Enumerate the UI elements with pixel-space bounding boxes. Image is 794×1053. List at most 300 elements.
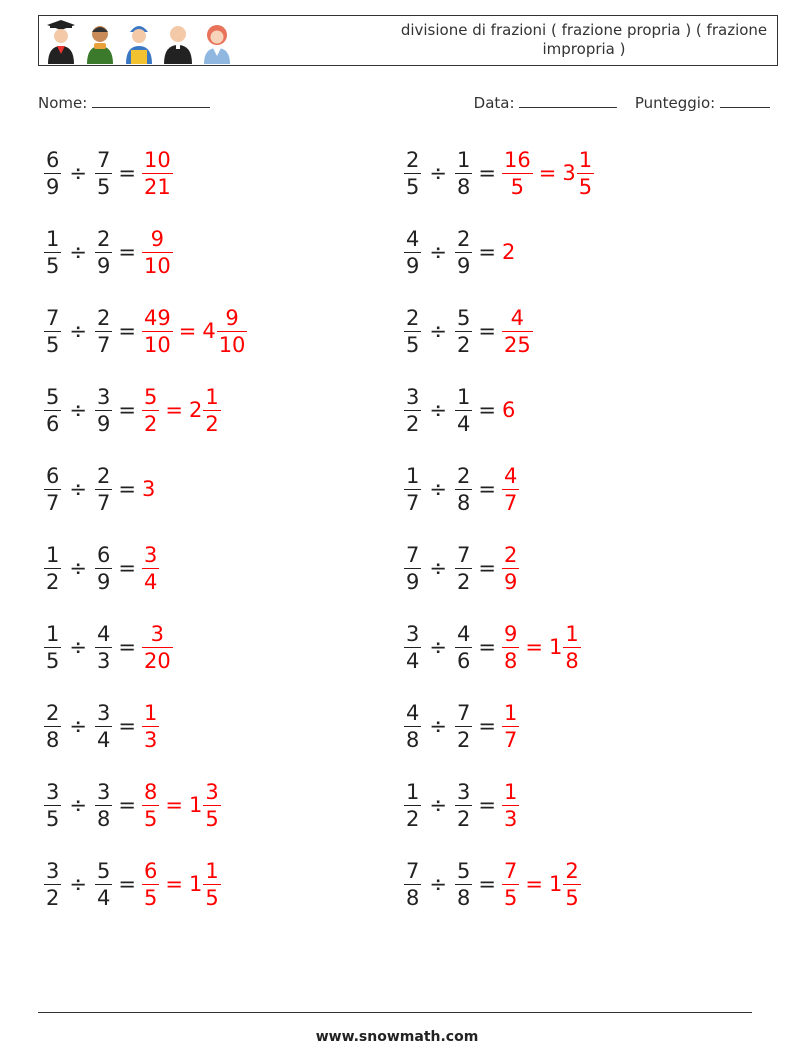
fraction-bar (502, 331, 533, 332)
fraction (502, 464, 519, 515)
numerator: 1 (578, 147, 593, 172)
problem-item (44, 533, 159, 603)
fraction-bar (203, 805, 220, 806)
numerator: 2 (456, 226, 471, 251)
answer (142, 306, 247, 357)
fraction-bar (455, 410, 472, 411)
fraction (44, 227, 61, 278)
answer (502, 780, 519, 831)
fraction-bar (404, 568, 421, 569)
numerator: 1 (503, 779, 518, 804)
numerator: 4 (503, 463, 518, 488)
mixed-whole: 3 (562, 161, 576, 185)
equals-sign: = (525, 872, 543, 896)
answer (142, 148, 173, 199)
numerator: 4 (406, 700, 420, 725)
numerator: 5 (143, 384, 158, 409)
denominator: 5 (46, 253, 60, 278)
fraction (455, 148, 472, 199)
denominator: 5 (565, 885, 579, 910)
problem-item (404, 138, 594, 208)
fraction (142, 859, 159, 910)
denominator: 8 (96, 806, 111, 831)
equals-sign: = (478, 319, 496, 343)
fraction-bar (95, 568, 112, 569)
equals-sign: = (118, 556, 136, 580)
numerator: 7 (96, 147, 111, 172)
answer (502, 543, 519, 594)
fraction (95, 701, 112, 752)
numerator: 1 (406, 463, 420, 488)
fraction (455, 543, 472, 594)
numerator: 3 (46, 779, 60, 804)
worksheet-title: divisione di frazioni ( frazione propria ) ( frazione impropria ) (400, 21, 768, 58)
denominator: 8 (565, 648, 579, 673)
fraction (142, 622, 173, 673)
equals-sign: = (118, 161, 136, 185)
divide-sign: ÷ (69, 635, 87, 659)
numerator: 2 (456, 463, 471, 488)
denominator: 9 (96, 253, 111, 278)
denominator: 10 (143, 253, 171, 278)
numerator: 7 (46, 305, 60, 330)
divide-sign: ÷ (69, 161, 87, 185)
fraction (455, 385, 472, 436)
fraction (44, 543, 61, 594)
numerator: 1 (46, 226, 60, 251)
answer (502, 701, 519, 752)
fraction (44, 780, 61, 831)
denominator: 6 (46, 411, 60, 436)
fraction-bar (95, 726, 112, 727)
numerator: 3 (96, 384, 111, 409)
fraction (95, 780, 112, 831)
numerator: 4 (96, 621, 111, 646)
problem-item (44, 849, 221, 919)
numerator: 2 (406, 147, 420, 172)
fraction (95, 148, 112, 199)
numerator: 6 (46, 463, 60, 488)
fraction (404, 148, 421, 199)
fraction-bar (142, 252, 173, 253)
fraction-bar (455, 805, 472, 806)
fraction (44, 385, 61, 436)
date-label: Data: (473, 94, 515, 112)
graduate-avatar-icon (45, 20, 77, 64)
fraction-bar (95, 647, 112, 648)
fraction-bar (502, 568, 519, 569)
denominator: 3 (503, 806, 518, 831)
date-score-fields (474, 93, 770, 112)
numerator: 3 (96, 779, 111, 804)
numerator: 6 (143, 858, 158, 883)
numerator: 7 (406, 858, 420, 883)
denominator: 2 (456, 806, 471, 831)
denominator: 4 (456, 411, 471, 436)
fraction-bar (142, 331, 173, 332)
divide-sign: ÷ (429, 161, 447, 185)
fraction (455, 464, 472, 515)
problem-item (404, 612, 581, 682)
woman-avatar-icon (201, 20, 233, 64)
numerator: 9 (150, 226, 165, 251)
equals-sign: = (118, 793, 136, 817)
fraction-bar (455, 173, 472, 174)
denominator: 9 (406, 569, 420, 594)
denominator: 8 (456, 174, 471, 199)
mixed-whole: 1 (188, 793, 203, 817)
avatar-strip (45, 18, 233, 64)
numerator: 1 (205, 858, 219, 883)
fraction (142, 543, 159, 594)
denominator: 2 (456, 332, 471, 357)
numerator: 4 (456, 621, 471, 646)
fraction-bar (142, 726, 159, 727)
numerator: 7 (406, 542, 420, 567)
date-blank[interactable] (519, 93, 617, 108)
equals-sign: = (118, 319, 136, 343)
fraction-bar (404, 173, 421, 174)
fraction-bar (95, 805, 112, 806)
denominator: 5 (510, 174, 525, 199)
answer (142, 859, 221, 910)
denominator: 7 (96, 490, 111, 515)
fraction-bar (142, 884, 159, 885)
fraction-bar (44, 647, 61, 648)
fraction (455, 780, 472, 831)
numerator: 7 (503, 858, 518, 883)
fraction-bar (44, 568, 61, 569)
denominator: 5 (46, 648, 60, 673)
divide-sign: ÷ (69, 714, 87, 738)
denominator: 8 (503, 648, 518, 673)
answer (142, 477, 155, 501)
info-fields (38, 93, 770, 115)
fraction (142, 780, 159, 831)
numerator: 5 (456, 305, 471, 330)
denominator: 5 (46, 806, 60, 831)
fraction (502, 859, 519, 910)
numerator: 3 (406, 621, 420, 646)
fraction (455, 859, 472, 910)
fraction-bar (142, 805, 159, 806)
denominator: 7 (406, 490, 420, 515)
numerator: 8 (143, 779, 158, 804)
denominator: 8 (456, 885, 471, 910)
numerator: 1 (456, 384, 471, 409)
fraction-bar (455, 647, 472, 648)
fraction-bar (95, 489, 112, 490)
fraction (95, 227, 112, 278)
denominator: 4 (143, 569, 158, 594)
fraction-bar (404, 410, 421, 411)
fraction-bar (455, 884, 472, 885)
fraction-bar (95, 410, 112, 411)
equals-sign: = (165, 793, 183, 817)
denominator: 2 (456, 727, 471, 752)
answer (142, 385, 221, 436)
fraction-bar (577, 173, 594, 174)
denominator: 5 (503, 885, 518, 910)
fraction-bar (455, 252, 472, 253)
denominator: 6 (456, 648, 471, 673)
fraction-bar (44, 410, 61, 411)
equals-sign: = (478, 161, 496, 185)
fraction-bar (404, 805, 421, 806)
fraction-bar (455, 568, 472, 569)
fraction-bar (95, 331, 112, 332)
equals-sign: = (118, 714, 136, 738)
numerator: 7 (456, 700, 471, 725)
denominator: 9 (96, 569, 111, 594)
fraction (404, 306, 421, 357)
numerator: 1 (205, 384, 219, 409)
numerator: 3 (96, 700, 111, 725)
priest-avatar-icon (162, 20, 194, 64)
fraction-bar (44, 726, 61, 727)
fraction (404, 385, 421, 436)
equals-sign: = (478, 635, 496, 659)
numerator: 5 (46, 384, 60, 409)
worker-avatar-icon (123, 20, 155, 64)
answer (142, 543, 159, 594)
problem-item (404, 533, 519, 603)
answer (502, 464, 519, 515)
fraction-bar (502, 647, 519, 648)
numerator: 49 (143, 305, 171, 330)
score-label: Punteggio: (634, 94, 716, 112)
numerator: 5 (456, 858, 471, 883)
answer (142, 227, 173, 278)
fraction-bar (563, 884, 580, 885)
fraction (142, 306, 173, 357)
mixed-fraction (203, 385, 220, 436)
divide-sign: ÷ (429, 793, 447, 817)
problem-item (404, 454, 519, 524)
divide-sign: ÷ (429, 556, 447, 580)
divide-sign: ÷ (429, 398, 447, 422)
fraction-bar (502, 884, 519, 885)
divide-sign: ÷ (429, 635, 447, 659)
fraction (142, 227, 173, 278)
answer-integer: 2 (501, 240, 516, 264)
divide-sign: ÷ (429, 714, 447, 738)
fraction-bar (142, 647, 173, 648)
mixed-whole: 2 (188, 398, 203, 422)
mixed-fraction (577, 148, 594, 199)
name-field[interactable] (38, 93, 210, 112)
divide-sign: ÷ (69, 398, 87, 422)
mixed-fraction (217, 306, 248, 357)
fraction (502, 543, 519, 594)
fraction (404, 859, 421, 910)
fraction (455, 622, 472, 673)
fraction (502, 780, 519, 831)
equals-sign: = (165, 398, 183, 422)
fraction-bar (404, 331, 421, 332)
equals-sign: = (478, 240, 496, 264)
denominator: 5 (406, 332, 420, 357)
divide-sign: ÷ (429, 477, 447, 501)
fraction (404, 780, 421, 831)
fraction-bar (217, 331, 248, 332)
problem-item (44, 296, 247, 366)
fraction (95, 306, 112, 357)
denominator: 7 (503, 727, 518, 752)
denominator: 9 (503, 569, 518, 594)
denominator: 8 (46, 727, 60, 752)
mixed-whole: 4 (202, 319, 216, 343)
problem-item (404, 217, 515, 287)
denominator: 9 (406, 253, 420, 278)
fraction (502, 622, 519, 673)
fraction-bar (502, 805, 519, 806)
fraction-bar (404, 489, 421, 490)
fraction (404, 543, 421, 594)
answer-integer: 6 (501, 398, 516, 422)
denominator: 3 (96, 648, 111, 673)
denominator: 4 (96, 727, 111, 752)
equals-sign: = (178, 319, 197, 343)
fraction (44, 622, 61, 673)
numerator: 1 (46, 542, 60, 567)
denominator: 5 (578, 174, 593, 199)
numerator: 1 (565, 621, 579, 646)
denominator: 5 (143, 806, 158, 831)
fraction-bar (44, 173, 61, 174)
fraction-bar (455, 489, 472, 490)
score-blank[interactable] (720, 93, 770, 108)
mixed-whole: 1 (548, 872, 563, 896)
denominator: 25 (503, 332, 531, 357)
denominator: 5 (205, 806, 219, 831)
equals-sign: = (118, 872, 136, 896)
mixed-fraction (203, 780, 220, 831)
name-blank[interactable] (92, 93, 210, 108)
denominator: 10 (143, 332, 171, 357)
numerator: 1 (46, 621, 60, 646)
numerator: 3 (406, 384, 420, 409)
fraction-bar (203, 884, 220, 885)
denominator: 7 (46, 490, 60, 515)
numerator: 4 (406, 226, 420, 251)
denominator: 3 (143, 727, 158, 752)
numerator: 2 (96, 226, 111, 251)
fraction-bar (404, 726, 421, 727)
answer (142, 701, 159, 752)
fraction-bar (502, 173, 533, 174)
numerator: 2 (96, 463, 111, 488)
fraction (502, 306, 533, 357)
denominator: 7 (96, 332, 111, 357)
fraction-bar (95, 252, 112, 253)
equals-sign: = (478, 477, 496, 501)
fraction (404, 701, 421, 752)
fraction (455, 227, 472, 278)
numerator: 5 (96, 858, 111, 883)
equals-sign: = (118, 240, 136, 264)
denominator: 2 (143, 411, 158, 436)
fraction-bar (95, 884, 112, 885)
denominator: 9 (456, 253, 471, 278)
numerator: 10 (143, 147, 171, 172)
fraction (95, 385, 112, 436)
problem-item (44, 612, 173, 682)
fraction-bar (44, 331, 61, 332)
fraction (142, 385, 159, 436)
answer (142, 622, 173, 673)
divide-sign: ÷ (69, 793, 87, 817)
denominator: 8 (406, 885, 420, 910)
denominator: 21 (143, 174, 171, 199)
mixed-whole: 1 (548, 635, 563, 659)
fraction (455, 701, 472, 752)
equals-sign: = (118, 635, 136, 659)
denominator: 5 (46, 332, 60, 357)
problem-item (404, 375, 515, 445)
fraction-bar (44, 252, 61, 253)
equals-sign: = (478, 556, 496, 580)
numerator: 3 (205, 779, 219, 804)
problem-item (404, 849, 581, 919)
numerator: 2 (565, 858, 579, 883)
divide-sign: ÷ (69, 240, 87, 264)
numerator: 6 (96, 542, 111, 567)
numerator: 3 (46, 858, 60, 883)
denominator: 2 (46, 885, 60, 910)
answer (502, 240, 515, 264)
fraction (95, 464, 112, 515)
name-label: Nome: (38, 94, 88, 112)
numerator: 2 (46, 700, 60, 725)
denominator: 9 (96, 411, 111, 436)
answer (502, 306, 533, 357)
denominator: 4 (96, 885, 111, 910)
fraction-bar (44, 805, 61, 806)
answer (502, 148, 594, 199)
mixed-fraction (203, 859, 220, 910)
denominator: 2 (406, 806, 420, 831)
problem-item (44, 217, 173, 287)
numerator: 1 (503, 700, 518, 725)
numerator: 1 (406, 779, 420, 804)
numerator: 3 (143, 542, 158, 567)
fraction (95, 859, 112, 910)
mixed-fraction (563, 622, 580, 673)
scarf-person-avatar-icon (84, 20, 116, 64)
divide-sign: ÷ (69, 872, 87, 896)
fraction (44, 306, 61, 357)
fraction-bar (142, 410, 159, 411)
problem-item (44, 138, 173, 208)
denominator: 20 (143, 648, 171, 673)
fraction (44, 148, 61, 199)
fraction (404, 227, 421, 278)
numerator: 16 (503, 147, 531, 172)
numerator: 2 (503, 542, 518, 567)
worksheet-header (38, 15, 778, 66)
fraction (502, 148, 533, 199)
divide-sign: ÷ (429, 319, 447, 343)
problem-item (44, 454, 155, 524)
equals-sign: = (165, 872, 183, 896)
fraction (142, 148, 173, 199)
mixed-fraction (563, 859, 580, 910)
denominator: 10 (218, 332, 246, 357)
numerator: 2 (406, 305, 420, 330)
equals-sign: = (538, 161, 557, 185)
answer (142, 780, 221, 831)
